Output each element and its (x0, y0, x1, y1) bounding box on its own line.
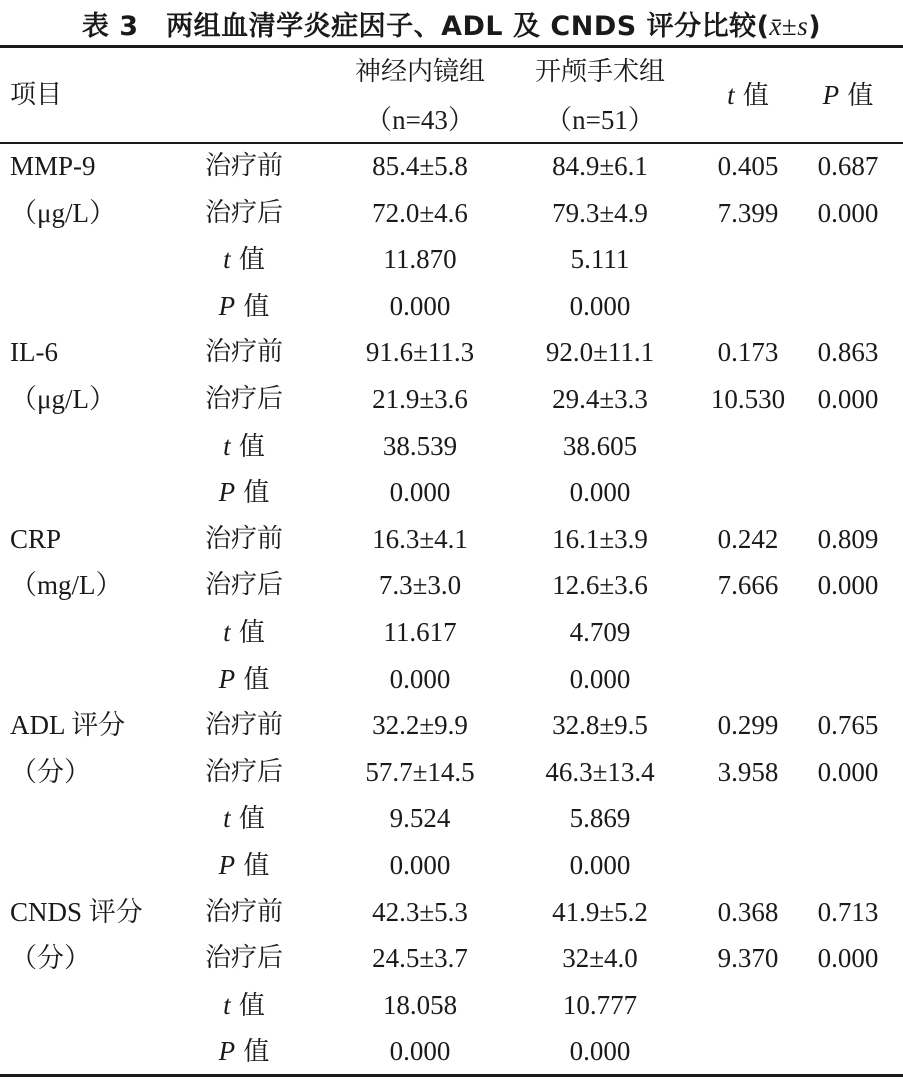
row-label-p-suffix: 值 (235, 851, 270, 881)
cell-group-a: 72.0±4.6 (372, 197, 468, 228)
cell-group-b-p: 0.000 (569, 1036, 631, 1067)
header-t-value (692, 79, 804, 112)
row-label-p (198, 1035, 290, 1068)
row-label-before: 治疗前 (204, 337, 283, 368)
cell-group-b: 41.9±5.2 (552, 896, 648, 927)
cell-group-b-t: 4.709 (569, 617, 631, 647)
cell-group-b-t: 5.869 (569, 803, 631, 834)
cell-t-value: 0.173 (717, 337, 779, 368)
row-label-t-symbol: t (223, 244, 231, 275)
cell-t-value: 3.958 (717, 756, 779, 787)
row-label-p-symbol: P (218, 663, 236, 694)
row-label-t (198, 802, 290, 835)
cell-p-value: 0.000 (817, 756, 879, 787)
row-label-t (198, 989, 290, 1022)
cell-p-value: 0.863 (817, 337, 879, 368)
cell-t-value: 7.666 (717, 570, 779, 601)
row-label-p-suffix: 值 (235, 1037, 270, 1068)
title-stat-pm: ± (781, 11, 798, 41)
row-label-before: 治疗前 (204, 151, 283, 181)
cell-group-a: 57.7±14.5 (365, 756, 475, 787)
row-label-t (198, 430, 290, 463)
title-stat (769, 11, 808, 41)
row-label-t-suffix: 值 (230, 245, 265, 276)
row-label-p (198, 476, 290, 509)
cell-group-a-t: 9.524 (389, 803, 451, 834)
section-name: MMP-9 (10, 151, 96, 181)
cell-group-a-t: 18.058 (382, 989, 458, 1020)
header-p-value (800, 79, 896, 112)
header-p-suffix: 值 (839, 81, 874, 111)
cell-group-b-p: 0.000 (569, 663, 631, 694)
header-group-b-n: （n=51） (545, 105, 655, 135)
row-label-t (198, 243, 290, 276)
row-label-t-suffix: 值 (230, 431, 265, 462)
section-name: IL-6 (10, 337, 58, 368)
cell-t-value: 0.299 (717, 710, 779, 741)
cell-t-value: 0.242 (717, 523, 779, 554)
cell-group-a: 16.3±4.1 (372, 523, 468, 554)
cell-group-b: 32±4.0 (562, 943, 638, 974)
cell-group-b: 46.3±13.4 (545, 756, 655, 787)
cell-group-a: 32.2±9.9 (372, 710, 468, 741)
cell-p-value: 0.000 (817, 943, 879, 974)
cell-group-a-t: 11.617 (383, 617, 457, 647)
header-item: 项目 (10, 80, 63, 110)
cell-group-b: 84.9±6.1 (552, 151, 648, 181)
bottom-rule (0, 1074, 903, 1077)
cell-p-value: 0.000 (817, 384, 879, 414)
header-group-a-n: （n=43） (365, 105, 475, 135)
cell-p-value: 0.765 (817, 710, 879, 741)
row-label-after: 治疗后 (204, 570, 283, 601)
header-group-b: 开颅手术组 (534, 57, 665, 87)
table-title (0, 4, 903, 43)
row-label-after: 治疗后 (204, 943, 283, 974)
cell-t-value: 7.399 (717, 197, 779, 228)
row-label-before: 治疗前 (204, 523, 283, 554)
cell-group-a: 21.9±3.6 (372, 384, 468, 414)
cell-p-value: 0.000 (817, 570, 879, 601)
cell-t-value: 0.368 (717, 896, 779, 927)
row-label-t (198, 616, 290, 649)
cell-t-value: 10.530 (710, 384, 786, 414)
row-label-t-suffix: 值 (230, 990, 265, 1021)
cell-group-a: 24.5±3.7 (372, 943, 468, 974)
cell-group-b-p: 0.000 (569, 850, 631, 880)
row-label-p (198, 290, 290, 323)
row-label-t-suffix: 值 (230, 804, 265, 835)
row-label-p-symbol: P (218, 850, 236, 880)
cell-group-b-t: 10.777 (562, 989, 638, 1020)
cell-group-a-p: 0.000 (389, 850, 451, 880)
cell-group-a-p: 0.000 (389, 290, 451, 321)
row-label-p (198, 663, 290, 696)
row-label-p-suffix: 值 (235, 478, 270, 509)
row-label-after: 治疗后 (204, 756, 283, 787)
title-close: ) (808, 11, 822, 42)
row-label-t-symbol: t (223, 803, 231, 834)
section-name: CNDS 评分 (10, 896, 143, 927)
cell-t-value: 0.405 (717, 151, 779, 181)
header-p-symbol: P (822, 80, 840, 110)
row-label-before: 治疗前 (204, 896, 283, 927)
cell-p-value: 0.809 (817, 523, 879, 554)
cell-group-a: 7.3±3.0 (378, 570, 462, 601)
header-rule (0, 142, 903, 144)
cell-group-b: 92.0±11.1 (545, 337, 655, 368)
header-group-a: 神经内镜组 (354, 57, 485, 87)
row-label-p-symbol: P (218, 1036, 236, 1067)
cell-group-a-t: 38.539 (382, 430, 458, 461)
row-label-p (198, 849, 290, 882)
row-label-before: 治疗前 (204, 710, 283, 741)
row-label-after: 治疗后 (204, 197, 283, 228)
top-rule (0, 45, 903, 48)
row-label-p-suffix: 值 (235, 291, 270, 322)
cell-group-a-p: 0.000 (389, 663, 451, 694)
cell-group-b: 32.8±9.5 (552, 710, 648, 741)
cell-group-b: 29.4±3.3 (552, 384, 648, 414)
section-unit: （分） (10, 756, 91, 787)
section-unit: （mg/L） (10, 570, 123, 601)
cell-group-a: 85.4±5.8 (372, 151, 468, 181)
cell-t-value: 9.370 (717, 943, 779, 974)
cell-group-b: 16.1±3.9 (552, 523, 648, 554)
title-main: 表 3 两组血清学炎症因子、ADL 及 CNDS 评分比较( (81, 11, 770, 42)
cell-group-b-t: 5.111 (570, 244, 630, 275)
section-name: ADL 评分 (10, 710, 126, 741)
cell-p-value: 0.687 (817, 151, 879, 181)
cell-group-b-p: 0.000 (569, 290, 631, 321)
title-stat-mean: x̄ (769, 11, 782, 41)
section-unit: （μg/L） (10, 384, 116, 414)
cell-group-b-t: 38.605 (562, 430, 638, 461)
section-unit: （μg/L） (10, 197, 116, 228)
row-label-p-symbol: P (218, 290, 236, 321)
cell-group-a: 91.6±11.3 (365, 337, 475, 368)
section-unit: （分） (10, 943, 91, 974)
row-label-after: 治疗后 (204, 384, 283, 414)
cell-p-value: 0.000 (817, 197, 879, 228)
row-label-t-suffix: 值 (230, 618, 265, 648)
cell-group-b-p: 0.000 (569, 477, 631, 508)
row-label-p-symbol: P (218, 477, 236, 508)
cell-group-b: 12.6±3.6 (552, 570, 648, 601)
cell-group-a-p: 0.000 (389, 1036, 451, 1067)
header-t-symbol: t (727, 80, 735, 110)
title-stat-sd: s (797, 11, 809, 41)
header-t-suffix: 值 (734, 81, 769, 111)
row-label-p-suffix: 值 (235, 664, 270, 695)
cell-group-a: 42.3±5.3 (372, 896, 468, 927)
section-name: CRP (10, 523, 62, 554)
row-label-t-symbol: t (223, 617, 231, 647)
cell-group-a-t: 11.870 (383, 244, 457, 275)
cell-group-b: 79.3±4.9 (552, 197, 648, 228)
row-label-t-symbol: t (223, 430, 231, 461)
cell-group-a-p: 0.000 (389, 477, 451, 508)
row-label-t-symbol: t (223, 989, 231, 1020)
cell-p-value: 0.713 (817, 896, 879, 927)
